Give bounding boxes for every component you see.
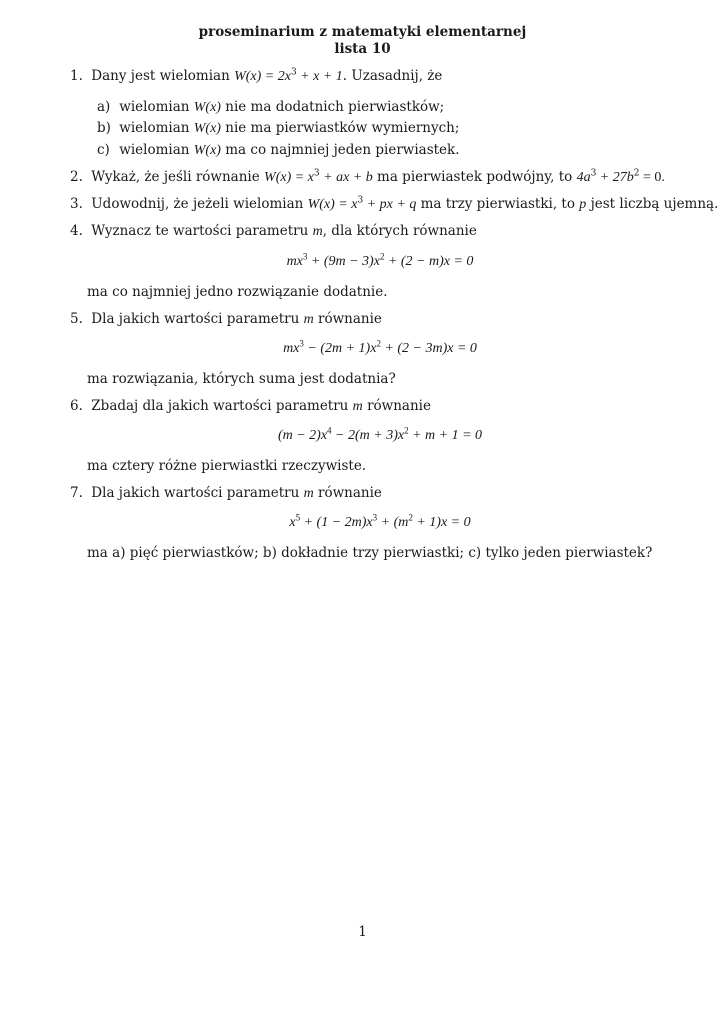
problem-text: ma pierwiastek podwójny, to [372,169,577,185]
math-expression: W(x) [193,143,221,158]
problem-text: Wykaż, że jeśli równanie [91,169,265,185]
subitem-label: a) [97,99,111,115]
math-variable: p [579,197,587,212]
title-line-2: lista 10 [334,41,391,57]
problem-number: 7. [70,485,83,501]
display-equation: $mx^3 - (2m + 1)x^2 + (2 - 3m)x = 0$ [283,338,477,356]
problem-text: Dla jakich wartości parametru [91,311,304,327]
math-variable: m [352,399,363,414]
math-expression: W(x) [193,100,221,115]
problem-text: . Uzasadnij, że [342,68,443,84]
problem-text: , dla których równanie [322,223,477,239]
problem-7 [70,485,382,502]
math-superscript: 3 [590,168,597,179]
math-variable: m [312,224,323,239]
subitem-text: ma co najmniej jeden pierwiastek. [220,142,460,158]
math-expression: + ax + b [319,170,373,185]
math-superscript: 3 [357,195,364,206]
math-variable: m [303,312,314,327]
math-expression: 4a [576,170,591,185]
problem-number: 3. [70,196,83,212]
problem-6 [70,398,431,415]
document-title [0,24,725,58]
problem-number: 6. [70,398,83,414]
problem-number: 5. [70,311,83,327]
problem-text: równanie [313,485,382,501]
problem-3 [70,196,718,213]
problem-4 [70,223,477,240]
subitem-label: b) [97,120,111,136]
problem-5 [70,311,382,328]
problem-text: Udowodnij, że jeżeli wielomian [91,196,308,212]
title-line-1: proseminarium z matematyki elementarnej [198,24,527,40]
problem-text: Zbadaj dla jakich wartości parametru [91,398,353,414]
display-equation: $(m - 2)x^4 - 2(m + 3)x^2 + m + 1 = 0$ [277,425,483,443]
math-expression: = 0. [639,170,665,185]
math-expression: W(x) = x [307,197,358,212]
subitem-text: wielomian [119,142,194,158]
math-superscript: 3 [290,67,297,78]
math-expression: W(x) = 2x [234,69,291,84]
subitem-label: c) [97,142,110,158]
problem-continuation: ma co najmniej jedno rozwiązanie dodatnie. [87,284,388,300]
problem-text: jest liczbą ujemną. [586,196,719,212]
page-number: 1 [358,924,367,940]
problem-text: ma trzy pierwiastki, to [416,196,580,212]
problem-continuation: ma rozwiązania, których suma jest dodatnia? [87,371,396,387]
math-expression: W(x) = x [264,170,314,185]
problem-number: 2. [70,169,83,185]
math-superscript: 3 [313,168,320,179]
math-expression: + 27b [596,170,634,185]
math-superscript: 2 [633,168,640,179]
subitem-b [97,120,459,137]
display-equation: $x^5 + (1 - 2m)x^3 + (m^2 + 1)x = 0$ [289,512,471,530]
problem-text: Dla jakich wartości parametru [91,485,304,501]
problem-continuation: ma a) pięć pierwiastków; b) dokładnie trzy pierwiastki; c) tylko jeden pierwiastek? [87,545,653,561]
problem-2 [70,169,665,186]
subitem-text: nie ma dodatnich pierwiastków; [220,99,445,115]
subitem-text: nie ma pierwiastków wymiernych; [220,120,460,136]
subitem-text: wielomian [119,120,194,136]
math-expression: + px + q [363,197,417,212]
problem-1 [70,68,442,85]
problem-text: Wyznacz te wartości parametru [91,223,313,239]
problem-text: równanie [313,311,382,327]
subitem-text: wielomian [119,99,194,115]
problem-number: 4. [70,223,83,239]
problem-number: 1. [70,68,83,84]
subitem-c [97,142,460,159]
problem-continuation: ma cztery różne pierwiastki rzeczywiste. [87,458,367,474]
subitem-a [97,99,444,116]
display-equation: $mx^3 + (9m - 3)x^2 + (2 - m)x = 0$ [286,251,474,269]
math-expression: + x + 1 [296,69,343,84]
problem-text: równanie [362,398,431,414]
math-expression: W(x) [193,121,221,136]
problem-text: Dany jest wielomian [91,68,235,84]
math-variable: m [303,486,314,501]
